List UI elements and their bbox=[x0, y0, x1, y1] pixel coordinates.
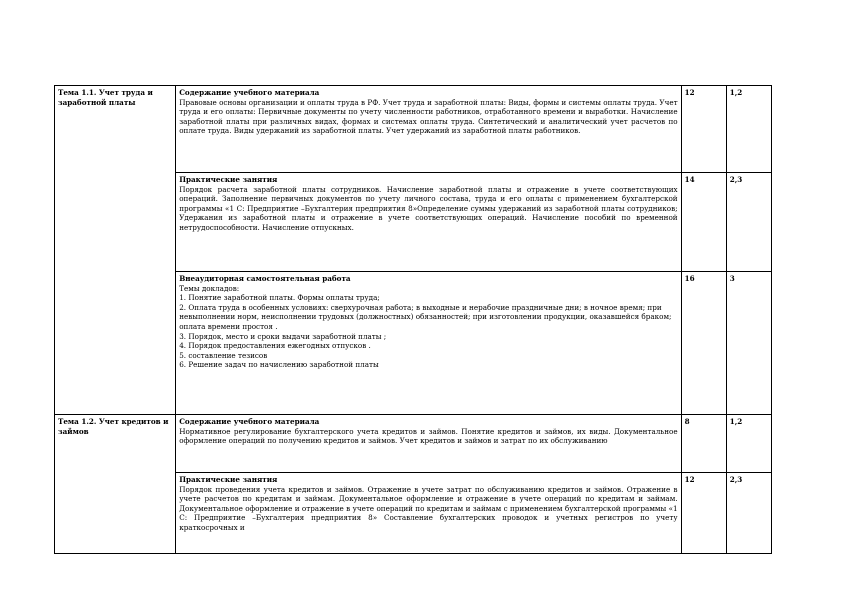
section-heading: Содержание учебного материала bbox=[179, 417, 320, 426]
content-cell bbox=[176, 415, 681, 473]
hours-value: 12 bbox=[684, 88, 695, 97]
hours-value: 14 bbox=[684, 175, 695, 184]
hours-cell bbox=[681, 473, 726, 554]
study-plan-table bbox=[54, 85, 772, 554]
hours-value: 16 bbox=[684, 274, 695, 283]
level-value: 1,2 bbox=[729, 417, 743, 426]
section-text: Порядок проведения учета кредитов и займов. Отражение в учете затрат по обслуживанию кредитов и займов. Отражение в учете расчетов по кредитам и займам. Документальное оформление и отражение в учете операций по кредитам и займам. Документальное оформление и отражение в учете операций по кредитам и займам с применением бухгалтерской программы «1 С: Предприятие –Бухгалтерия предприятия 8» Составление бухгалтерских проводок и учетных регистров по учету краткосрочных и bbox=[179, 484, 678, 532]
table-row bbox=[55, 415, 772, 473]
level-cell bbox=[726, 473, 771, 554]
list-item: 2. Оплата труда в особенных условиях: сверхурочная работа; в выходные и нерабочие праздничные дни; в ночное время; при невыполнении норм, неисполнении трудовых (должностных) обязанностей; при изготовлении продукции, оказавшейся браком; оплата времени простоя . bbox=[179, 302, 672, 331]
topic-cell bbox=[55, 86, 176, 415]
section-text: Порядок расчета заработной платы сотрудников. Начисление заработной платы и отражение в учете соответствующих операций. Заполнение первичных документов по учету личного состава, труда и его оплаты с применением бухгалтерской программы «1 С: Предприятие –Бухгалтерия предприятия 8»Определение суммы удержаний из заработной платы сотрудников; Удержания из заработной платы и отражение в учете соответствующих операций. Начисление пособий по временной нетрудоспособности. Начисление отпускных. bbox=[179, 184, 678, 232]
table-row bbox=[55, 86, 772, 173]
hours-value: 12 bbox=[684, 475, 695, 484]
content-cell bbox=[176, 272, 681, 415]
content-cell bbox=[176, 173, 681, 272]
list-item: 5. составление тезисов bbox=[179, 350, 268, 360]
content-cell bbox=[176, 86, 681, 173]
level-cell bbox=[726, 415, 771, 473]
hours-cell bbox=[681, 173, 726, 272]
hours-cell bbox=[681, 272, 726, 415]
content-cell bbox=[176, 473, 681, 554]
list-item: 1. Понятие заработной платы. Формы оплаты труда; bbox=[179, 293, 380, 303]
section-text: Нормативное регулирование бухгалтерского учета кредитов и займов. Понятие кредитов и займов, их виды. Документальное оформление операций по получению кредитов и займов. Учет кредитов и займов и затрат по их обслуживанию bbox=[179, 426, 678, 446]
level-cell bbox=[726, 173, 771, 272]
section-heading: Внеаудиторная самостоятельная работа bbox=[179, 274, 351, 283]
list-item: Темы докладов: bbox=[179, 283, 240, 293]
level-cell bbox=[726, 272, 771, 415]
section-heading: Практические занятия bbox=[179, 475, 278, 484]
list-item: 4. Порядок предоставления ежегодных отпусков . bbox=[179, 341, 371, 351]
section-heading: Практические занятия bbox=[179, 175, 278, 184]
topic-title: Тема 1.1. Учет труда и заработной платы bbox=[58, 88, 153, 107]
hours-cell bbox=[681, 86, 726, 173]
list-item: 3. Порядок, место и сроки выдачи заработной платы ; bbox=[179, 331, 387, 341]
section-heading: Содержание учебного материала bbox=[179, 88, 320, 97]
level-cell bbox=[726, 86, 771, 173]
hours-value: 8 bbox=[684, 417, 690, 426]
hours-cell bbox=[681, 415, 726, 473]
list-item: 6. Решение задач по начислению заработной платы bbox=[179, 360, 379, 370]
topic-cell bbox=[55, 415, 176, 554]
level-value: 2,3 bbox=[729, 475, 743, 484]
level-value: 2,3 bbox=[729, 175, 743, 184]
level-value: 1,2 bbox=[729, 88, 743, 97]
topic-title: Тема 1.2. Учет кредитов и займов bbox=[58, 417, 169, 436]
section-text: Правовые основы организации и оплаты труда в РФ. Учет труда и заработной платы: Виды, формы и системы оплаты труда. Учет труда и его оплаты: Первичные документы по учету численности работников, отработанного времени и выработки. Начисление заработной платы при различных видах, формах и системах оплаты труда. Синтетический и аналитический учет расчетов по оплате труда. Виды удержаний из заработной платы. Учет удержаний из заработной платы работников. bbox=[179, 97, 678, 136]
level-value: 3 bbox=[729, 274, 735, 283]
